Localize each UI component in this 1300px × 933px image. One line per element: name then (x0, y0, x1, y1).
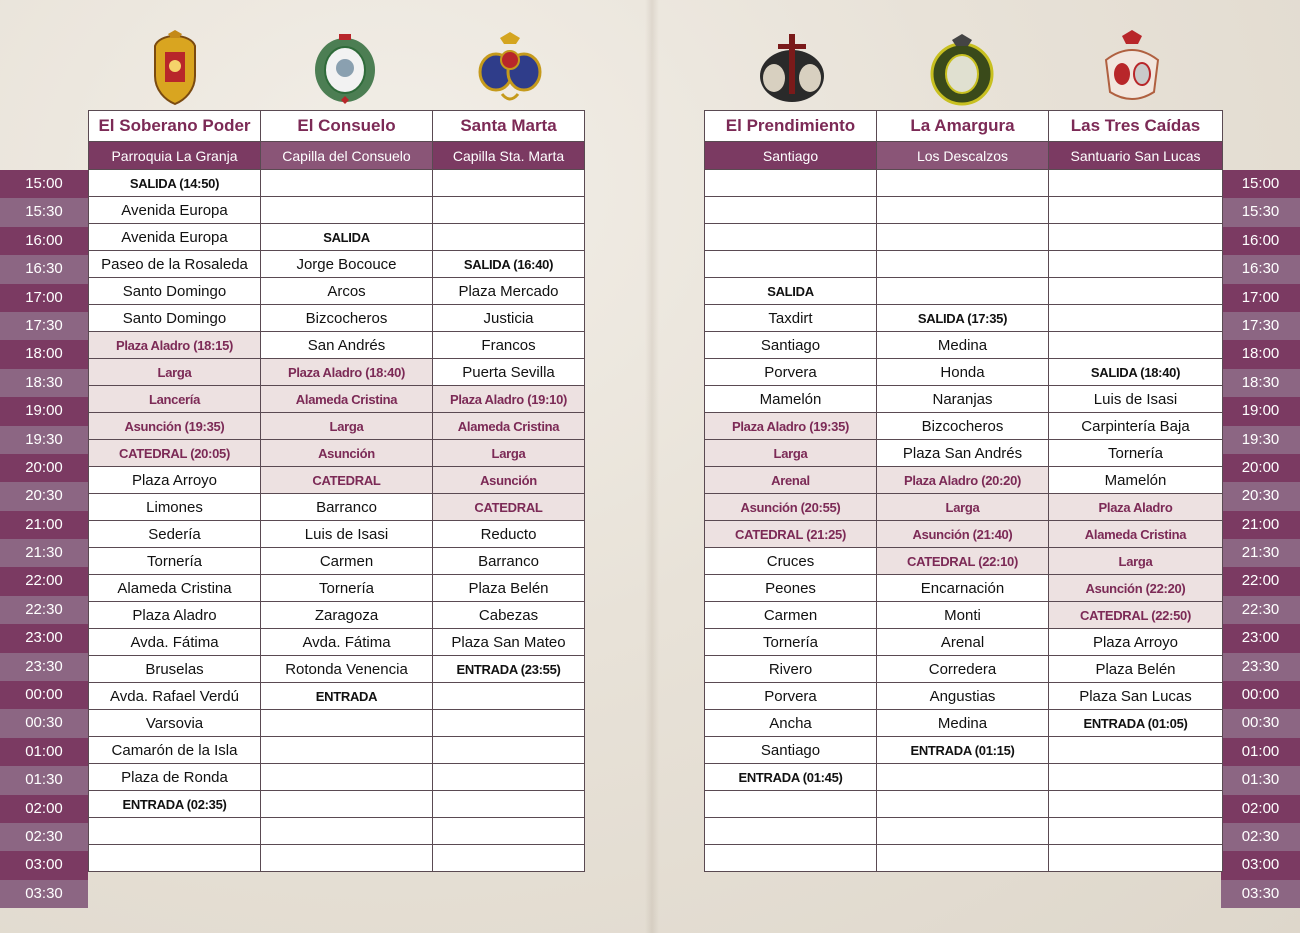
route-cell (261, 845, 433, 872)
route-cell: Cabezas (433, 602, 585, 629)
route-cell: Plaza San Mateo (433, 629, 585, 656)
route-cell (705, 818, 877, 845)
route-cell: Avenida Europa (89, 224, 261, 251)
route-cell: Plaza Arroyo (89, 467, 261, 494)
route-cell: Carpintería Baja (1049, 413, 1223, 440)
route-cell: Porvera (705, 359, 877, 386)
schedule-table-right (704, 110, 1223, 872)
table-row (89, 521, 585, 548)
route-cell: Arcos (261, 278, 433, 305)
time-label-left: 20:00 (0, 454, 88, 482)
table-row (89, 224, 585, 251)
route-cell: San Andrés (261, 332, 433, 359)
route-cell (877, 845, 1049, 872)
route-cell: Alameda Cristina (261, 386, 433, 413)
time-label-right: 17:00 (1221, 284, 1300, 312)
route-cell: Bruselas (89, 656, 261, 683)
route-cell: Larga (877, 494, 1049, 521)
route-cell (877, 764, 1049, 791)
route-cell: Plaza Aladro (18:40) (261, 359, 433, 386)
table-row (89, 467, 585, 494)
time-label-left: 02:00 (0, 795, 88, 823)
time-label-right: 19:00 (1221, 397, 1300, 425)
brotherhood-name: El Consuelo (261, 111, 433, 142)
church-name: Santuario San Lucas (1049, 142, 1223, 170)
route-cell: Encarnación (877, 575, 1049, 602)
table-row (89, 629, 585, 656)
table-row (89, 764, 585, 791)
route-cell: Lancería (89, 386, 261, 413)
route-cell: Plaza Aladro (19:35) (705, 413, 877, 440)
time-label-right: 03:30 (1221, 880, 1300, 908)
route-cell (1049, 305, 1223, 332)
route-cell: Corredera (877, 656, 1049, 683)
route-cell (261, 710, 433, 737)
table-row (89, 575, 585, 602)
route-cell (433, 197, 585, 224)
route-cell: Honda (877, 359, 1049, 386)
route-cell: Carmen (261, 548, 433, 575)
table-row (705, 305, 1223, 332)
table-row (705, 197, 1223, 224)
route-cell: Camarón de la Isla (89, 737, 261, 764)
route-cell: Medina (877, 332, 1049, 359)
time-label-left: 19:00 (0, 397, 88, 425)
route-cell: Arenal (877, 629, 1049, 656)
route-cell: Tornería (1049, 440, 1223, 467)
route-cell: Larga (705, 440, 877, 467)
route-cell: Larga (89, 359, 261, 386)
route-cell: CATEDRAL (433, 494, 585, 521)
table-row (89, 791, 585, 818)
time-label-right: 01:00 (1221, 738, 1300, 766)
time-label-left: 16:00 (0, 227, 88, 255)
route-cell: Barranco (261, 494, 433, 521)
time-label-left: 23:30 (0, 653, 88, 681)
time-label-left: 21:00 (0, 511, 88, 539)
table-row (89, 494, 585, 521)
time-label-right: 03:00 (1221, 851, 1300, 879)
route-cell: Medina (877, 710, 1049, 737)
time-label-left: 17:00 (0, 284, 88, 312)
route-cell: SALIDA (18:40) (1049, 359, 1223, 386)
route-cell: Santiago (705, 737, 877, 764)
route-cell: Luis de Isasi (261, 521, 433, 548)
brotherhood-name: Santa Marta (433, 111, 585, 142)
route-cell (1049, 791, 1223, 818)
route-cell (705, 251, 877, 278)
route-cell (433, 710, 585, 737)
route-cell: Bizcocheros (261, 305, 433, 332)
route-cell: Asunción (21:40) (877, 521, 1049, 548)
time-label-left: 17:30 (0, 312, 88, 340)
time-label-right: 16:30 (1221, 255, 1300, 283)
route-cell: SALIDA (261, 224, 433, 251)
table-row (89, 332, 585, 359)
route-cell: Avenida Europa (89, 197, 261, 224)
route-cell (433, 764, 585, 791)
route-cell: Puerta Sevilla (433, 359, 585, 386)
route-cell (705, 791, 877, 818)
page-fold (645, 0, 659, 933)
route-cell (1049, 737, 1223, 764)
route-cell (877, 791, 1049, 818)
route-cell: Alameda Cristina (89, 575, 261, 602)
church-name: Santiago (705, 142, 877, 170)
route-cell (433, 818, 585, 845)
time-label-right: 18:00 (1221, 340, 1300, 368)
route-cell: Carmen (705, 602, 877, 629)
route-cell: Reducto (433, 521, 585, 548)
route-cell: Alameda Cristina (433, 413, 585, 440)
route-cell: Avda. Fátima (89, 629, 261, 656)
route-cell: Limones (89, 494, 261, 521)
route-cell: Varsovia (89, 710, 261, 737)
table-row (89, 710, 585, 737)
route-cell: Plaza Belén (1049, 656, 1223, 683)
route-cell: Arenal (705, 467, 877, 494)
table-row (705, 251, 1223, 278)
route-cell: Plaza de Ronda (89, 764, 261, 791)
time-label-right: 20:30 (1221, 482, 1300, 510)
route-cell: SALIDA (17:35) (877, 305, 1049, 332)
route-cell (1049, 845, 1223, 872)
table-row (89, 683, 585, 710)
church-name: Los Descalzos (877, 142, 1049, 170)
table-row (89, 548, 585, 575)
route-cell: Avda. Rafael Verdú (89, 683, 261, 710)
route-cell: ENTRADA (01:45) (705, 764, 877, 791)
time-label-left: 22:00 (0, 567, 88, 595)
time-label-left: 18:30 (0, 369, 88, 397)
route-cell: Santo Domingo (89, 278, 261, 305)
route-cell: Porvera (705, 683, 877, 710)
route-cell: CATEDRAL (22:10) (877, 548, 1049, 575)
table-row (705, 413, 1223, 440)
time-label-left: 15:30 (0, 198, 88, 226)
time-label-right: 20:00 (1221, 454, 1300, 482)
route-cell: SALIDA (14:50) (89, 170, 261, 197)
table-row (705, 386, 1223, 413)
route-cell: Larga (433, 440, 585, 467)
brotherhood-name: Las Tres Caídas (1049, 111, 1223, 142)
time-label-right: 00:00 (1221, 681, 1300, 709)
route-cell: CATEDRAL (20:05) (89, 440, 261, 467)
time-label-left: 22:30 (0, 596, 88, 624)
route-cell: CATEDRAL (22:50) (1049, 602, 1223, 629)
route-cell (433, 791, 585, 818)
time-label-right: 02:00 (1221, 795, 1300, 823)
route-cell: CATEDRAL (21:25) (705, 521, 877, 548)
table-row (705, 710, 1223, 737)
route-cell: Plaza Mercado (433, 278, 585, 305)
time-label-left: 15:00 (0, 170, 88, 198)
route-cell (877, 170, 1049, 197)
table-row (705, 332, 1223, 359)
route-cell (1049, 197, 1223, 224)
route-cell: Asunción (22:20) (1049, 575, 1223, 602)
route-cell (1049, 251, 1223, 278)
table-row (89, 413, 585, 440)
route-cell: Plaza San Lucas (1049, 683, 1223, 710)
route-cell: Tornería (261, 575, 433, 602)
table-row (89, 305, 585, 332)
table-row (705, 359, 1223, 386)
route-cell (433, 737, 585, 764)
route-cell: Ancha (705, 710, 877, 737)
prendimiento-shield-icon (752, 30, 832, 110)
table-row (705, 818, 1223, 845)
route-cell: Angustias (877, 683, 1049, 710)
time-label-right: 02:30 (1221, 823, 1300, 851)
brotherhood-name: El Prendimiento (705, 111, 877, 142)
route-cell: Plaza Aladro (19:10) (433, 386, 585, 413)
time-label-right: 18:30 (1221, 369, 1300, 397)
route-cell: ENTRADA (01:05) (1049, 710, 1223, 737)
schedule-table-left (88, 110, 585, 872)
route-cell: Larga (261, 413, 433, 440)
time-column-left (0, 170, 88, 908)
route-cell (1049, 170, 1223, 197)
time-label-left: 21:30 (0, 539, 88, 567)
route-cell: Rivero (705, 656, 877, 683)
time-label-left: 16:30 (0, 255, 88, 283)
table-row (705, 224, 1223, 251)
route-cell: SALIDA (16:40) (433, 251, 585, 278)
route-cell: Plaza Aladro (89, 602, 261, 629)
route-cell (261, 818, 433, 845)
church-name: Capilla del Consuelo (261, 142, 433, 170)
route-cell: ENTRADA (23:55) (433, 656, 585, 683)
time-label-right: 19:30 (1221, 426, 1300, 454)
time-label-right: 22:00 (1221, 567, 1300, 595)
route-cell (433, 683, 585, 710)
route-cell (705, 224, 877, 251)
table-row (705, 494, 1223, 521)
brotherhood-name: La Amargura (877, 111, 1049, 142)
time-label-right: 15:00 (1221, 170, 1300, 198)
route-cell: ENTRADA (02:35) (89, 791, 261, 818)
time-label-right: 21:00 (1221, 511, 1300, 539)
route-cell: ENTRADA (261, 683, 433, 710)
time-label-left: 00:30 (0, 709, 88, 737)
table-row (705, 548, 1223, 575)
route-cell (261, 737, 433, 764)
route-cell (1049, 278, 1223, 305)
route-cell (433, 170, 585, 197)
table-row (89, 278, 585, 305)
table-row (705, 170, 1223, 197)
route-cell: Paseo de la Rosaleda (89, 251, 261, 278)
route-cell: Zaragoza (261, 602, 433, 629)
route-cell: Asunción (19:35) (89, 413, 261, 440)
time-label-right: 17:30 (1221, 312, 1300, 340)
route-cell: Alameda Cristina (1049, 521, 1223, 548)
route-cell: Larga (1049, 548, 1223, 575)
time-label-right: 23:30 (1221, 653, 1300, 681)
route-cell (433, 845, 585, 872)
time-label-left: 01:30 (0, 766, 88, 794)
route-cell (705, 845, 877, 872)
table-row (705, 656, 1223, 683)
table-row (89, 656, 585, 683)
route-cell: Naranjas (877, 386, 1049, 413)
church-name: Parroquia La Granja (89, 142, 261, 170)
route-cell: CATEDRAL (261, 467, 433, 494)
route-cell (877, 251, 1049, 278)
table-row (705, 683, 1223, 710)
route-cell: Santo Domingo (89, 305, 261, 332)
route-cell: Cruces (705, 548, 877, 575)
route-cell: Jorge Bocouce (261, 251, 433, 278)
table-row (89, 170, 585, 197)
time-label-left: 01:00 (0, 738, 88, 766)
route-cell (261, 791, 433, 818)
time-column-right (1221, 170, 1300, 908)
santa-marta-shield-icon (470, 30, 550, 110)
route-cell (261, 170, 433, 197)
route-cell (1049, 332, 1223, 359)
time-label-right: 22:30 (1221, 596, 1300, 624)
table-row (705, 629, 1223, 656)
time-label-left: 23:00 (0, 624, 88, 652)
tres-caidas-shield-icon (1092, 30, 1172, 110)
time-label-left: 20:30 (0, 482, 88, 510)
route-cell (261, 197, 433, 224)
table-row (705, 440, 1223, 467)
route-cell: Plaza Aladro (20:20) (877, 467, 1049, 494)
table-row (705, 791, 1223, 818)
route-cell: Santiago (705, 332, 877, 359)
time-label-left: 18:00 (0, 340, 88, 368)
route-cell (877, 278, 1049, 305)
route-cell: Asunción (433, 467, 585, 494)
route-cell: Bizcocheros (877, 413, 1049, 440)
route-cell (1049, 818, 1223, 845)
table-row (705, 575, 1223, 602)
table-row (89, 845, 585, 872)
route-cell: Taxdirt (705, 305, 877, 332)
brotherhood-name: El Soberano Poder (89, 111, 261, 142)
route-cell (705, 197, 877, 224)
table-row (89, 197, 585, 224)
amargura-shield-icon (922, 30, 1002, 110)
time-label-right: 01:30 (1221, 766, 1300, 794)
route-cell: Sedería (89, 521, 261, 548)
route-cell (433, 224, 585, 251)
route-cell (261, 764, 433, 791)
route-cell (877, 818, 1049, 845)
route-cell: Plaza Aladro (18:15) (89, 332, 261, 359)
route-cell (705, 170, 877, 197)
route-cell: Barranco (433, 548, 585, 575)
time-label-left: 03:00 (0, 851, 88, 879)
table-row (705, 602, 1223, 629)
time-label-left: 02:30 (0, 823, 88, 851)
route-cell: Avda. Fátima (261, 629, 433, 656)
time-label-left: 00:00 (0, 681, 88, 709)
church-name: Capilla Sta. Marta (433, 142, 585, 170)
time-label-right: 00:30 (1221, 709, 1300, 737)
route-cell: Monti (877, 602, 1049, 629)
time-label-left: 03:30 (0, 880, 88, 908)
consuelo-shield-icon (305, 30, 385, 110)
table-row (89, 359, 585, 386)
route-cell: Luis de Isasi (1049, 386, 1223, 413)
route-cell: Plaza San Andrés (877, 440, 1049, 467)
route-cell: SALIDA (705, 278, 877, 305)
route-cell: Tornería (705, 629, 877, 656)
route-cell: Francos (433, 332, 585, 359)
table-row (89, 251, 585, 278)
route-cell (89, 818, 261, 845)
table-row (89, 737, 585, 764)
soberano-poder-shield-icon (135, 30, 215, 110)
route-cell: Rotonda Venencia (261, 656, 433, 683)
time-label-right: 16:00 (1221, 227, 1300, 255)
time-label-right: 15:30 (1221, 198, 1300, 226)
route-cell (89, 845, 261, 872)
time-label-right: 21:30 (1221, 539, 1300, 567)
route-cell (1049, 764, 1223, 791)
route-cell: Tornería (89, 548, 261, 575)
table-row (89, 386, 585, 413)
route-cell: Plaza Arroyo (1049, 629, 1223, 656)
table-row (705, 737, 1223, 764)
route-cell: Peones (705, 575, 877, 602)
route-cell: Asunción (20:55) (705, 494, 877, 521)
route-cell: Plaza Aladro (1049, 494, 1223, 521)
table-row (705, 521, 1223, 548)
route-cell (1049, 224, 1223, 251)
table-row (89, 440, 585, 467)
route-cell (877, 197, 1049, 224)
time-label-left: 19:30 (0, 426, 88, 454)
route-cell: Mamelón (705, 386, 877, 413)
table-row (89, 818, 585, 845)
table-row (705, 764, 1223, 791)
table-row (705, 278, 1223, 305)
route-cell: ENTRADA (01:15) (877, 737, 1049, 764)
table-row (705, 845, 1223, 872)
table-row (705, 467, 1223, 494)
route-cell (877, 224, 1049, 251)
time-label-right: 23:00 (1221, 624, 1300, 652)
route-cell: Mamelón (1049, 467, 1223, 494)
route-cell: Plaza Belén (433, 575, 585, 602)
route-cell: Justicia (433, 305, 585, 332)
table-row (89, 602, 585, 629)
route-cell: Asunción (261, 440, 433, 467)
